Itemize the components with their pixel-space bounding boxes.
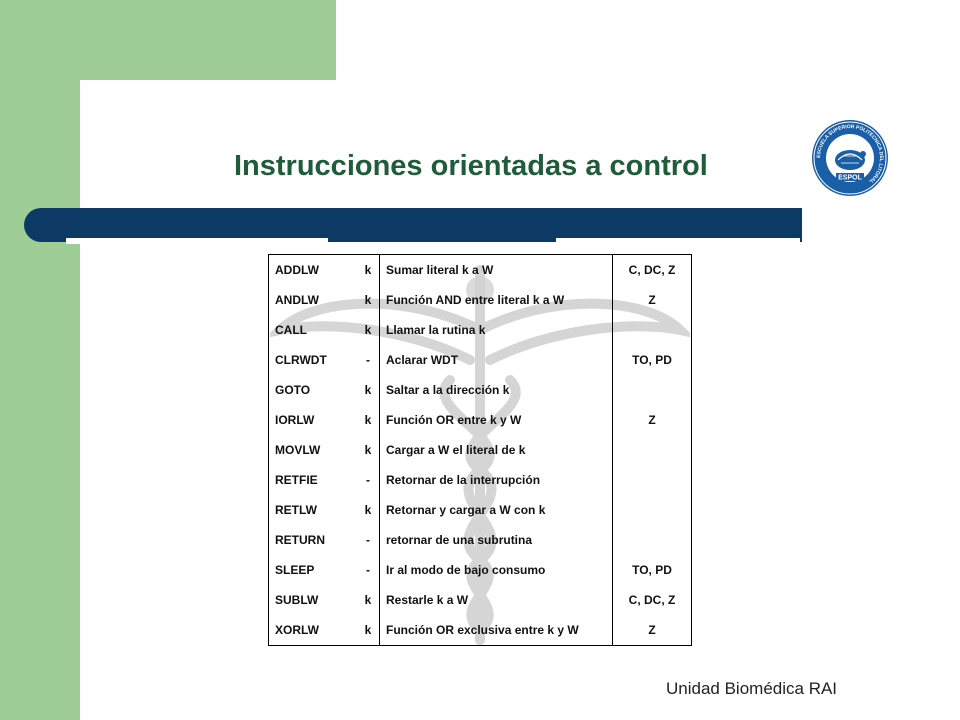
instruction-flags: Z — [613, 615, 692, 646]
instruction-operand: k — [357, 495, 380, 525]
table-row — [269, 465, 692, 495]
instruction-description: Saltar a la dirección k — [380, 375, 613, 405]
slide-title: Instrucciones orientadas a control — [234, 150, 708, 182]
instruction-operand: - — [357, 555, 380, 585]
green-side-panel — [0, 0, 80, 720]
table-row — [269, 315, 692, 345]
instruction-operand: - — [357, 525, 380, 555]
table-row — [269, 285, 692, 315]
instruction-flags: C, DC, Z — [613, 585, 692, 615]
table-row — [269, 405, 692, 435]
instruction-mnemonic: CLRWDT — [269, 345, 358, 375]
espol-logo — [810, 118, 890, 198]
instruction-flags — [613, 375, 692, 405]
instruction-flags: Z — [613, 285, 692, 315]
instruction-operand: k — [357, 435, 380, 465]
instruction-description: retornar de una subrutina — [380, 525, 613, 555]
instruction-flags — [613, 525, 692, 555]
instruction-description: Función OR entre k y W — [380, 405, 613, 435]
bar-notch-right — [556, 238, 800, 244]
table-row — [269, 585, 692, 615]
instruction-operand: k — [357, 285, 380, 315]
instruction-flags: C, DC, Z — [613, 255, 692, 286]
instruction-flags: Z — [613, 405, 692, 435]
instruction-operand: k — [357, 375, 380, 405]
instruction-operand: k — [357, 405, 380, 435]
instruction-mnemonic: SLEEP — [269, 555, 358, 585]
table-row — [269, 345, 692, 375]
instruction-mnemonic: RETLW — [269, 495, 358, 525]
instruction-description: Aclarar WDT — [380, 345, 613, 375]
control-instructions-table — [268, 254, 692, 646]
table-row — [269, 375, 692, 405]
instruction-operand: k — [357, 585, 380, 615]
instruction-mnemonic: RETFIE — [269, 465, 358, 495]
title-underline-bar — [24, 208, 802, 242]
logo-ring-text: ESCUELA SUPERIOR POLITECNICA DEL LITORAL — [815, 123, 885, 185]
instruction-mnemonic: XORLW — [269, 615, 358, 646]
instruction-flags: TO, PD — [613, 345, 692, 375]
instruction-flags — [613, 435, 692, 465]
instruction-description: Ir al modo de bajo consumo — [380, 555, 613, 585]
table-row — [269, 435, 692, 465]
table-row — [269, 555, 692, 585]
instruction-flags — [613, 495, 692, 525]
instruction-mnemonic: MOVLW — [269, 435, 358, 465]
instruction-description: Retornar y cargar a W con k — [380, 495, 613, 525]
instruction-description: Cargar a W el literal de k — [380, 435, 613, 465]
instruction-description: Restarle k a W — [380, 585, 613, 615]
instruction-mnemonic: ANDLW — [269, 285, 358, 315]
table-row — [269, 495, 692, 525]
instruction-operand: k — [357, 255, 380, 286]
table-row — [269, 255, 692, 286]
instruction-mnemonic: RETURN — [269, 525, 358, 555]
table-row — [269, 525, 692, 555]
instruction-description: Sumar literal k a W — [380, 255, 613, 286]
instruction-flags — [613, 465, 692, 495]
instruction-mnemonic: SUBLW — [269, 585, 358, 615]
instruction-mnemonic: CALL — [269, 315, 358, 345]
instruction-operand: - — [357, 465, 380, 495]
footer-text: Unidad Biomédica RAI — [666, 679, 838, 698]
instruction-flags: TO, PD — [613, 555, 692, 585]
instruction-operand: k — [357, 315, 380, 345]
instruction-operand: - — [357, 345, 380, 375]
instruction-mnemonic: IORLW — [269, 405, 358, 435]
bar-notch-left — [66, 238, 328, 244]
instruction-description: Retornar de la interrupción — [380, 465, 613, 495]
instruction-mnemonic: GOTO — [269, 375, 358, 405]
logo-wordmark: ESPOL — [838, 174, 862, 182]
instruction-description: Llamar la rutina k — [380, 315, 613, 345]
instruction-description: Función OR exclusiva entre k y W — [380, 615, 613, 646]
instruction-mnemonic: ADDLW — [269, 255, 358, 286]
instruction-flags — [613, 315, 692, 345]
table-row — [269, 615, 692, 646]
instruction-operand: k — [357, 615, 380, 646]
instruction-description: Función AND entre literal k a W — [380, 285, 613, 315]
